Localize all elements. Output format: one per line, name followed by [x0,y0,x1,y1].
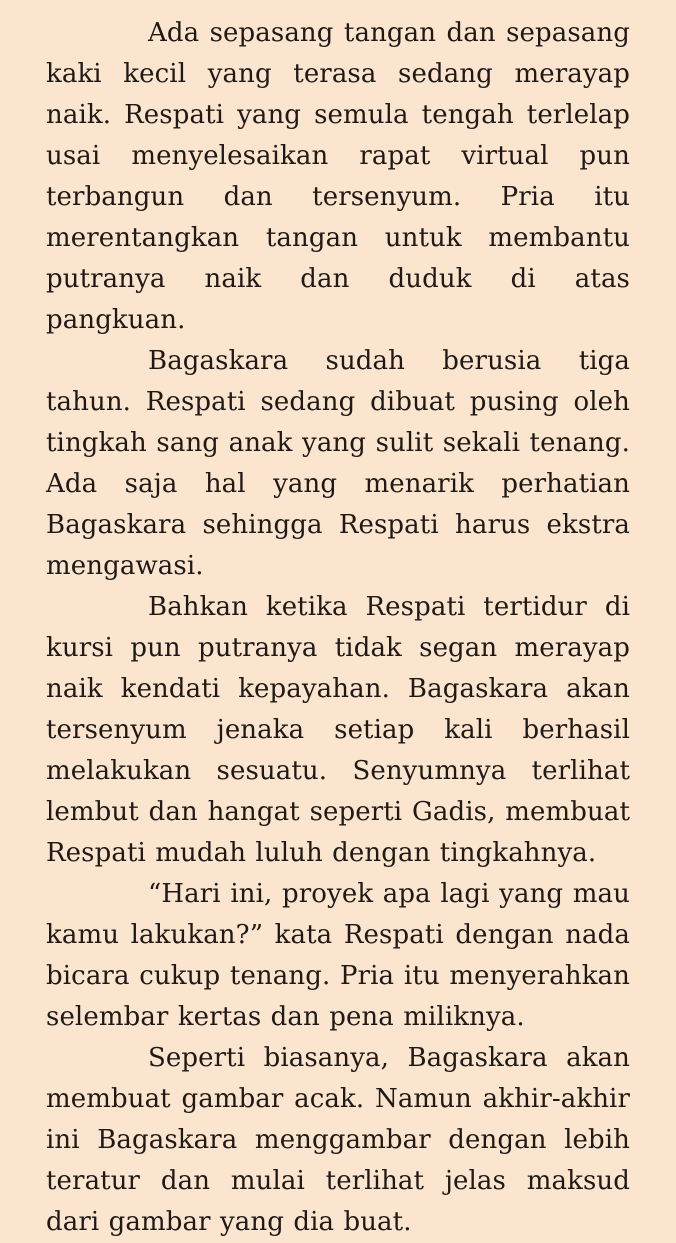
story-paragraph-1: Ada sepasang tangan dan sepasang kaki kecil yang terasa sedang merayap naik. Respati yang semula tengah terlelap usai menyelesaikan rapat virtual pun terbangun dan tersenyum. Pria itu merentangkan tangan untuk membantu putranya naik dan duduk di atas pangkuan. [46,18,630,335]
story-paragraph-3: Bahkan ketika Respati tertidur di kursi pun putranya tidak segan merayap naik kendati kepayahan. Bagaskara akan tersenyum jenaka setiap kali berhasil melakukan sesuatu. Senyumnya terlihat lembut dan hangat seperti Gadis, membuat Respati mudah luluh dengan tingkahnya. [46,592,630,868]
story-paragraph-2: Bagaskara sudah berusia tiga tahun. Respati sedang dibuat pusing oleh tingkah sang anak yang sulit sekali tenang. Ada saja hal yang menarik perhatian Bagaskara sehingga Respati harus ekstra mengawasi. [46,346,630,581]
story-paragraph-4: “Hari ini, proyek apa lagi yang mau kamu lakukan?” kata Respati dengan nada bicara cukup tenang. Pria itu menyerahkan selembar kertas dan pena miliknya. [46,879,630,1032]
story-paragraph-5: Seperti biasanya, Bagaskara akan membuat gambar acak. Namun akhir-akhir ini Bagaskara menggambar dengan lebih teratur dan mulai terlihat jelas maksud dari gambar yang dia buat. [46,1043,630,1237]
